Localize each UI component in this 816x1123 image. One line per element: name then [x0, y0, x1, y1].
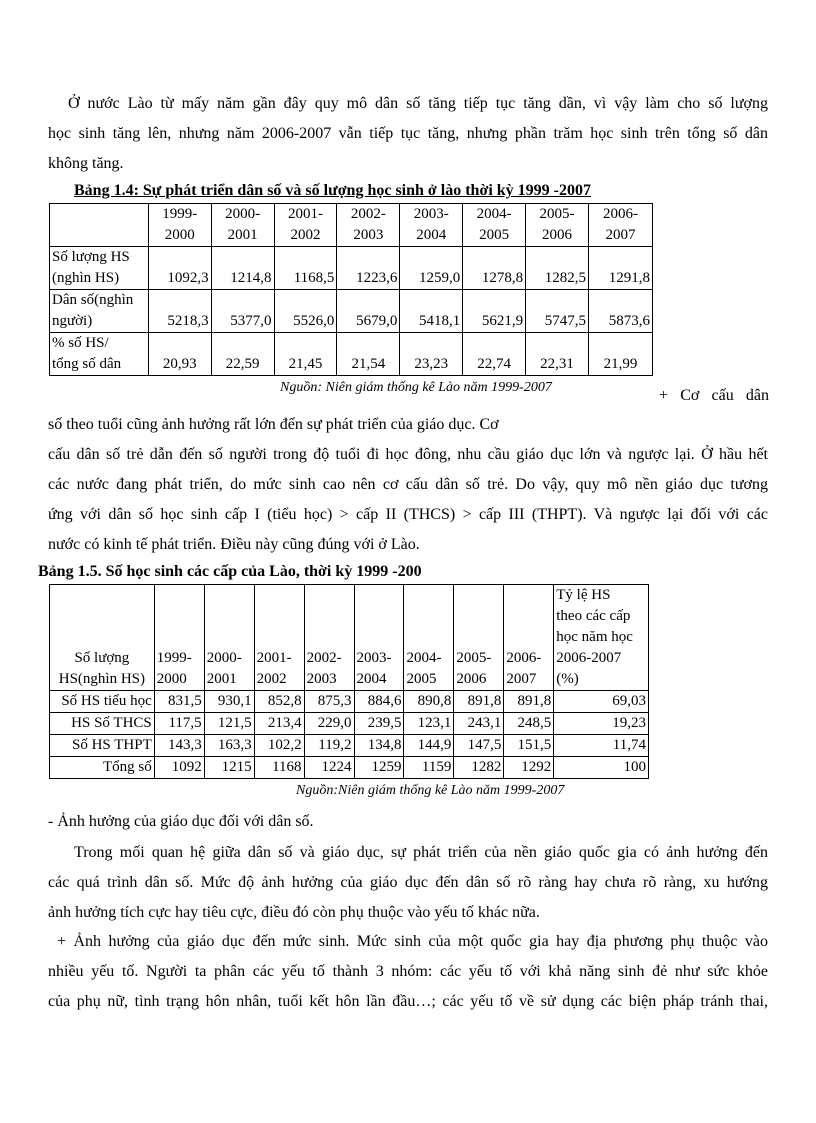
header-year-cell: 2004- 2005 — [463, 204, 526, 247]
value-cell: 23,23 — [400, 333, 463, 376]
header-year-cell: 2003- 2004 — [354, 585, 404, 691]
row-label-cell: Số HS tiểu học — [50, 691, 155, 713]
row-label-cell: Tổng số — [50, 757, 155, 779]
value-cell: 1282 — [454, 757, 504, 779]
header-year-cell: 2005- 2006 — [526, 204, 589, 247]
header-year-cell: 2006- 2007 — [588, 204, 652, 247]
value-cell: 5377,0 — [211, 290, 274, 333]
value-cell: 1291,8 — [588, 247, 652, 290]
value-cell: 1223,6 — [337, 247, 400, 290]
value-cell: 1292 — [504, 757, 554, 779]
paragraph-2-line-2: cấu dân số trẻ dẫn đến số người trong độ tuổi đi học đông, nhu cầu giáo dục lớn và ngược lại. Ở hầu hết — [48, 446, 768, 463]
header-year-cell: 2002- 2003 — [304, 585, 354, 691]
paragraph-3-line-3: các quá trình dân số. Mức độ ảnh hưởng của giáo dục đến dân số rõ ràng hay chưa rõ ràng, xu hướng — [48, 874, 768, 891]
header-year-cell: 2001- 2002 — [274, 204, 337, 247]
paragraph-1-line-2: học sinh tăng lên, nhưng năm 2006-2007 vẫn tiếp tục tăng, nhưng phần trăm học sinh trên tổng số dân — [48, 125, 768, 142]
value-cell: 213,4 — [254, 713, 304, 735]
value-cell: 1214,8 — [211, 247, 274, 290]
value-cell: 875,3 — [304, 691, 354, 713]
paragraph-3-line-1: - Ảnh hưởng của giáo dục đối với dân số. — [48, 813, 314, 830]
value-cell: 1168 — [254, 757, 304, 779]
value-cell: 239,5 — [354, 713, 404, 735]
table-header-row — [50, 204, 653, 247]
value-cell: 144,9 — [404, 735, 454, 757]
value-cell: 831,5 — [154, 691, 204, 713]
paragraph-2-line-5: nước có kinh tế phát triển. Điều này cũng đúng với ở Lào. — [48, 536, 420, 553]
value-cell: 151,5 — [504, 735, 554, 757]
value-cell: 21,54 — [337, 333, 400, 376]
value-cell: 1168,5 — [274, 247, 337, 290]
value-cell: 20,93 — [148, 333, 211, 376]
table-2-caption: Bảng 1.5. Số học sinh các cấp của Lào, thời kỳ 1999 -200 — [38, 563, 422, 580]
paragraph-3-line-2: Trong mối quan hệ giữa dân số và giáo dục, sự phát triển của nền giáo quốc gia có ảnh hưởng đến — [74, 844, 768, 861]
paragraph-3-line-4: ảnh hưởng tích cực hay tiêu cực, điều đó còn phụ thuộc vào yếu tố khác nữa. — [48, 904, 540, 921]
table-row — [50, 713, 649, 735]
header-year-cell: 2006- 2007 — [504, 585, 554, 691]
header-ratio-cell: Tỷ lệ HS theo các cấp học năm học 2006-2007 (%) — [554, 585, 649, 691]
value-cell: 5679,0 — [337, 290, 400, 333]
value-cell: 143,3 — [154, 735, 204, 757]
table-row — [50, 691, 649, 713]
ratio-cell: 19,23 — [554, 713, 649, 735]
value-cell: 891,8 — [454, 691, 504, 713]
value-cell: 5621,9 — [463, 290, 526, 333]
value-cell: 102,2 — [254, 735, 304, 757]
header-year-cell: 2000- 2001 — [204, 585, 254, 691]
value-cell: 163,3 — [204, 735, 254, 757]
students-by-level-table — [49, 584, 649, 779]
ratio-cell: 100 — [554, 757, 649, 779]
table-1-caption: Bảng 1.4: Sự phát triển dân số và số lượng học sinh ở lào thời kỳ 1999 -2007 — [74, 182, 591, 199]
row-label-cell: Số HS THPT — [50, 735, 155, 757]
value-cell: 22,74 — [463, 333, 526, 376]
value-cell: 1278,8 — [463, 247, 526, 290]
header-year-cell: 2005- 2006 — [454, 585, 504, 691]
row-label-cell: % số HS/ tổng số dân — [50, 333, 149, 376]
value-cell: 123,1 — [404, 713, 454, 735]
value-cell: 1224 — [304, 757, 354, 779]
paragraph-3-line-6: nhiều yếu tố. Người ta phân các yếu tố thành 3 nhóm: các yếu tố với khả năng sinh đẻ như sức khỏe — [48, 963, 768, 980]
table-1-source: Nguồn: Niên giám thống kê Lào năm 1999-2007 — [280, 380, 552, 395]
paragraph-1-line-3: không tăng. — [48, 155, 124, 172]
table-row — [50, 290, 653, 333]
paragraph-2-line-3: các nước đang phát triển, do mức sinh cao nên cơ cấu dân số trẻ. Do vậy, quy mô nền giáo dục tương — [48, 476, 768, 493]
value-cell: 5873,6 — [588, 290, 652, 333]
value-cell: 22,59 — [211, 333, 274, 376]
value-cell: 5418,1 — [400, 290, 463, 333]
value-cell: 147,5 — [454, 735, 504, 757]
value-cell: 1092 — [154, 757, 204, 779]
table-header-row — [50, 585, 649, 691]
value-cell: 21,45 — [274, 333, 337, 376]
paragraph-2-line-4: ứng với dân số học sinh cấp I (tiểu học) > cấp II (THCS) > cấp III (THPT). Và ngược lại đối với các — [48, 506, 768, 523]
value-cell: 21,99 — [588, 333, 652, 376]
value-cell: 134,8 — [354, 735, 404, 757]
value-cell: 1259,0 — [400, 247, 463, 290]
header-year-cell: 1999- 2000 — [154, 585, 204, 691]
table-row — [50, 735, 649, 757]
ratio-cell: 69,03 — [554, 691, 649, 713]
paragraph-3-line-5: + Ảnh hưởng của giáo dục đến mức sinh. Mức sinh của một quốc gia hay địa phương phụ thuộc vào — [57, 933, 768, 950]
value-cell: 22,31 — [526, 333, 589, 376]
paragraph-3-line-7: của phụ nữ, tình trạng hôn nhân, tuổi kết hôn lần đầu…; các yếu tố về sử dụng các biện pháp tránh thai, — [48, 993, 768, 1010]
ratio-cell: 11,74 — [554, 735, 649, 757]
table-2-source: Nguồn:Niên giám thống kê Lào năm 1999-2007 — [296, 783, 565, 798]
paragraph-1-line-1: Ở nước Lào từ mấy năm gần đây quy mô dân số tăng tiếp tục tăng dần, vì vậy làm cho số lượng — [68, 95, 768, 112]
value-cell: 1159 — [404, 757, 454, 779]
header-year-cell: 1999- 2000 — [148, 204, 211, 247]
header-label-cell: Số lượng HS(nghìn HS) — [50, 585, 155, 691]
value-cell: 5747,5 — [526, 290, 589, 333]
value-cell: 1215 — [204, 757, 254, 779]
value-cell: 5526,0 — [274, 290, 337, 333]
row-label-cell: Số lượng HS (nghìn HS) — [50, 247, 149, 290]
value-cell: 930,1 — [204, 691, 254, 713]
row-label-cell: HS Số THCS — [50, 713, 155, 735]
value-cell: 117,5 — [154, 713, 204, 735]
value-cell: 248,5 — [504, 713, 554, 735]
table-row — [50, 757, 649, 779]
row-label-cell: Dân số(nghìn người) — [50, 290, 149, 333]
header-year-cell: 2002- 2003 — [337, 204, 400, 247]
value-cell: 891,8 — [504, 691, 554, 713]
value-cell: 884,6 — [354, 691, 404, 713]
table-row — [50, 333, 653, 376]
value-cell: 5218,3 — [148, 290, 211, 333]
header-year-cell: 2000- 2001 — [211, 204, 274, 247]
paragraph-2-line-1: số theo tuổi cũng ảnh hưởng rất lớn đến sự phát triển của giáo dục. Cơ — [48, 416, 499, 433]
table-row — [50, 247, 653, 290]
header-year-cell: 2001- 2002 — [254, 585, 304, 691]
value-cell: 1282,5 — [526, 247, 589, 290]
value-cell: 852,8 — [254, 691, 304, 713]
header-year-cell: 2003- 2004 — [400, 204, 463, 247]
header-year-cell: 2004- 2005 — [404, 585, 454, 691]
value-cell: 229,0 — [304, 713, 354, 735]
value-cell: 1092,3 — [148, 247, 211, 290]
population-students-table — [49, 203, 653, 376]
header-empty-cell — [50, 204, 149, 247]
value-cell: 243,1 — [454, 713, 504, 735]
paragraph-2-right-fragment: + Cơ cấu dân — [659, 387, 769, 404]
value-cell: 121,5 — [204, 713, 254, 735]
value-cell: 119,2 — [304, 735, 354, 757]
value-cell: 890,8 — [404, 691, 454, 713]
value-cell: 1259 — [354, 757, 404, 779]
